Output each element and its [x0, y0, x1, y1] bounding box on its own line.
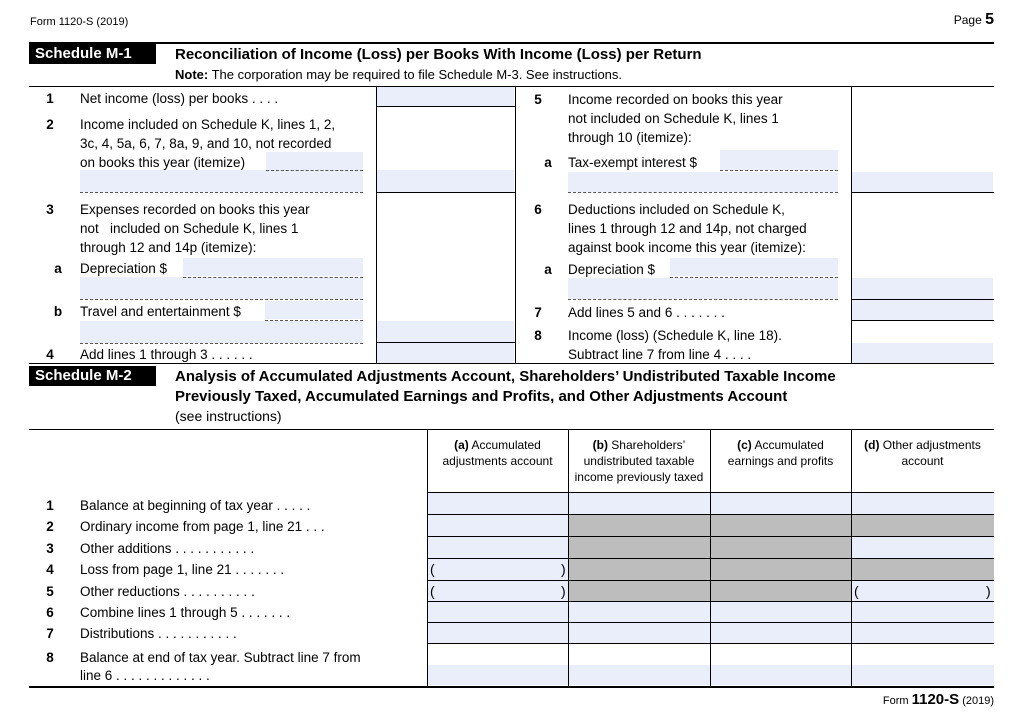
m2-row-2-number: 2: [46, 519, 54, 534]
m1-line-5a-text: Tax-exempt interest $: [568, 155, 698, 170]
m1-line-3a-text: Depreciation $: [80, 261, 168, 276]
row5-col-a-close-paren: ): [561, 583, 566, 599]
top-rule: [29, 42, 994, 44]
m2-row-5-text: Other reductions . . . . . . . . . .: [80, 584, 255, 599]
m1-line-3-text-1: Expenses recorded on books this year: [80, 202, 310, 217]
m2-row-2-text: Ordinary income from page 1, line 21 . . .: [80, 519, 325, 534]
m1-line-6-text-3: against book income this year (itemize):: [568, 240, 806, 255]
m2-row-1-text: Balance at beginning of tax year . . . . .: [80, 498, 311, 513]
m1-line-4-number: 4: [46, 347, 54, 362]
m1-line-5-text-2: not included on Schedule K, lines 1: [568, 111, 779, 126]
footer-form-prefix: Form: [882, 695, 909, 707]
m1-line-2-text-3: on books this year (itemize): [80, 155, 246, 170]
m1-line-2-number: 2: [46, 117, 54, 132]
m2-row-3-number: 3: [46, 541, 54, 556]
m2-row-7-number: 7: [46, 626, 54, 641]
schedule-m2-title-1: Analysis of Accumulated Adjustments Account, Shareholders’ Undistributed Taxable Income: [175, 368, 836, 385]
note-text: The corporation may be required to file Schedule M-3. See instructions.: [208, 67, 623, 82]
m1-amount-col-left: [376, 86, 377, 364]
m1-line-3b-text: Travel and entertainment $: [80, 304, 241, 319]
footer-form-year: (2019): [962, 695, 994, 707]
m2-row-6-text: Combine lines 1 through 5 . . . . . . .: [80, 605, 291, 620]
m1-line-4-text: Add lines 1 through 3 . . . . . .: [80, 347, 253, 362]
m2-row-8-text-2: line 6 . . . . . . . . . . . . .: [80, 668, 210, 683]
row5-col-d-open-paren: (: [854, 583, 859, 599]
schedule-m2-subtitle: (see instructions): [175, 408, 282, 424]
m2-row-7-text: Distributions . . . . . . . . . . .: [80, 626, 237, 641]
m1-line-3-text-2: not included on Schedule K, lines 1: [80, 221, 299, 236]
m1-line-8-text-2: Subtract line 7 from line 4 . . . .: [568, 347, 752, 362]
m2-row-8-text-1: Balance at end of tax year. Subtract line 7 from: [80, 650, 361, 665]
m2-row-3-text: Other additions . . . . . . . . . . .: [80, 541, 255, 556]
col-b-header: (b) Shareholders’ undistributed taxable income previously taxed: [574, 438, 704, 484]
m1-center-divider: [515, 86, 516, 364]
m1-line-2-text-2: 3c, 4, 5a, 6, 7, 8a, 9, and 10, not recorded: [80, 136, 332, 151]
m2-row-5-number: 5: [46, 584, 54, 599]
m1-line-3-number: 3: [46, 202, 54, 217]
row4-col-a-open-paren: (: [430, 561, 435, 577]
m1-line-6-text-1: Deductions included on Schedule K,: [568, 202, 785, 217]
m1-line-7-number: 7: [534, 305, 542, 320]
col-a-header: (a) Accumulated adjustments account: [442, 438, 553, 468]
row5-col-a-open-paren: (: [430, 583, 435, 599]
m2-bottom-border: [29, 686, 994, 688]
m1-line-6a-text: Depreciation $: [568, 262, 656, 277]
schedule-m1-note: [175, 65, 622, 85]
m2-row-6-number: 6: [46, 605, 54, 620]
row4-col-a-close-paren: ): [561, 561, 566, 577]
m1-line-3b-letter: b: [53, 304, 63, 319]
page-number: 5: [985, 11, 994, 28]
m1-line-5-number: 5: [534, 92, 542, 107]
schedule-m2-badge: Schedule M-2: [29, 366, 156, 386]
form-id: Form 1120-S (2019): [30, 16, 129, 28]
schedule-m1-badge: Schedule M-1: [29, 44, 156, 64]
m1-line-2-text-1: Income included on Schedule K, lines 1, 2,: [80, 117, 336, 132]
m2-row-4-text: Loss from page 1, line 21 . . . . . . .: [80, 562, 285, 577]
col-c-header: (c) Accumulated earnings and profits: [727, 438, 834, 468]
schedule-m1-title: Reconciliation of Income (Loss) per Books With Income (Loss) per Return: [175, 46, 702, 63]
m1-line-3-text-3: through 12 and 14p (itemize):: [80, 240, 257, 255]
m1-right-amount-col: [851, 86, 852, 364]
m1-line-7-text: Add lines 5 and 6 . . . . . . .: [568, 305, 725, 320]
footer-form-number: 1120-S: [911, 691, 960, 708]
m1-line-6-text-2: lines 1 through 12 and 14p, not charged: [568, 221, 807, 236]
footer-form-id: [883, 690, 994, 711]
m1-line-5-text-3: through 10 (itemize):: [568, 130, 692, 145]
m1-line-8-text-1: Income (loss) (Schedule K, line 18).: [568, 328, 782, 343]
note-label: Note:: [175, 67, 209, 82]
m1-line-3a-letter: a: [54, 261, 62, 276]
m1-line-5-text-1: Income recorded on books this year: [568, 92, 783, 107]
page-indicator: [954, 10, 994, 30]
m1-line-1-number: 1: [46, 91, 54, 106]
col-d-header: (d) Other adjustments account: [864, 438, 981, 468]
m1-line-5a-letter: a: [544, 155, 552, 170]
page-label: Page: [953, 13, 982, 27]
m2-top-border: [29, 429, 994, 430]
m2-row-8-number: 8: [46, 650, 54, 665]
schedule-m2-title-2: Previously Taxed, Accumulated Earnings and Profits, and Other Adjustments Account: [175, 388, 788, 405]
row5-col-d-close-paren: ): [986, 583, 991, 599]
m1-line-6-number: 6: [534, 202, 542, 217]
m1-line-1-text: Net income (loss) per books . . . .: [80, 91, 279, 106]
m1-line-6a-letter: a: [544, 262, 552, 277]
m1-line-8-number: 8: [534, 328, 542, 343]
m2-row-1-number: 1: [46, 498, 54, 513]
m2-row-4-number: 4: [46, 562, 54, 577]
